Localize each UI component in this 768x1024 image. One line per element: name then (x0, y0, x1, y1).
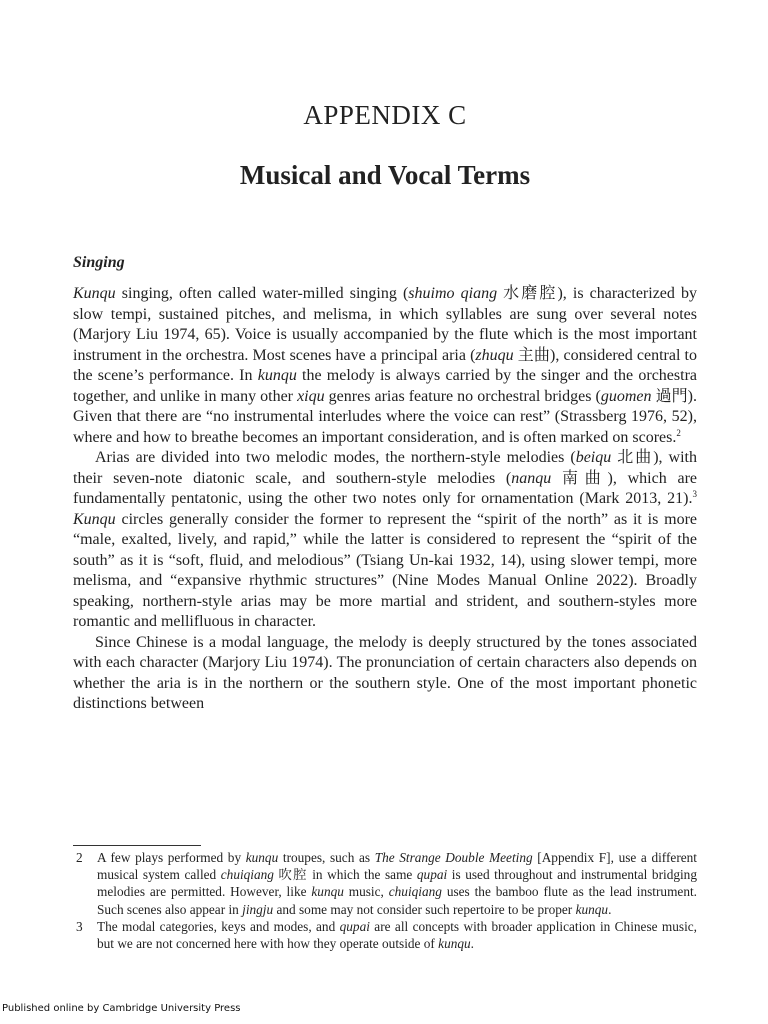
text-run: . (470, 936, 474, 952)
italic-term: xiqu (297, 387, 325, 405)
italic-term: chuiqiang (388, 884, 442, 900)
italic-term: zhuqu (475, 346, 514, 364)
italic-term: jingju (242, 901, 274, 917)
chapter-title: Musical and Vocal Terms (239, 160, 531, 190)
footnote-ref: 3 (692, 489, 697, 499)
paragraph (73, 633, 697, 715)
text-run: 水磨腔), is characterized by slow tempi, sustained pitches, and melisma, in which syllables are sung over several notes (Marjory Liu 1974, 65). Voice is usually accompanied by the flute which is the most important instrument in the orchestra. Most scenes have a principal aria ( (73, 285, 698, 364)
footnote (73, 849, 697, 918)
text-run: music, (343, 884, 389, 900)
text-run: 主曲), considered central to the scene’s performance. In (73, 346, 697, 384)
text-run: 吹腔 in which the same (273, 867, 417, 883)
paragraph (73, 448, 697, 633)
text-run: uses the bamboo flute as the lead instrument. Such scenes also appear in (97, 884, 697, 917)
text-run: A few plays performed by (97, 850, 246, 865)
text-run: [Appendix F], use a different musical system called (97, 850, 697, 883)
italic-term: nanqu (511, 469, 552, 487)
italic-term: kunqu (311, 884, 344, 900)
text-run: and some may not consider such repertoire to be proper (273, 901, 576, 917)
italic-term: shuimo qiang (408, 285, 498, 302)
text-run: circles generally consider the former to represent the “spirit of the north” as it is more “male, exalted, lively, and rapid,” while the latter is considered to represent the “spirit of the south” as it is “soft, fluid, and melodious” (Tsiang Un-kai 1932, 14), using slower tempi, more melisma, and “expansive rhythmic structures” (Nine Modes Manual Online 2022). Broadly speaking, northern-style arias may be more martial and strident, and southern-styles more romantic and mellifluous in character. (73, 510, 697, 630)
text-run: Arias are divided into two melodic modes, the northern-style melodies ( (95, 449, 576, 466)
text-run: 南曲), which are fundamentally pentatonic, using the other two notes only for ornamentation (Mark 2013, 21). (73, 469, 697, 507)
appendix-label: APPENDIX C (303, 100, 467, 130)
italic-term: qupai (339, 918, 370, 934)
footnote-number: 3 (76, 918, 83, 934)
footnote-divider (73, 845, 201, 846)
footnotes (73, 849, 697, 952)
text-run: 過門). Given that there are “no instrumental interludes where the voice can rest” (Strassberg 1976, 52), where and how to breathe becomes an important consideration, and is often marked on scores. (73, 387, 697, 446)
text-run: 北曲), with their seven-note diatonic scale, and southern-style melodies ( (73, 449, 697, 487)
body-text (73, 284, 697, 715)
italic-term: beiqu (575, 449, 612, 466)
text-run: are all concepts with broader application in Chinese music, but we are not concerned here with how they operate outside of (97, 918, 697, 952)
footnote-text (97, 918, 697, 952)
text-run: genres arias feature no orchestral bridges ( (324, 387, 601, 405)
italic-term: kunqu (245, 850, 279, 865)
italic-term: guomen (600, 387, 652, 405)
text-run: Since Chinese is a modal language, the melody is deeply structured by the tones associated with each character (Marjory Liu 1974). The pronunciation of certain characters also depends on whether the aria is in the northern or the southern style. One of the most important phonetic distinctions between (73, 633, 697, 712)
italic-term: qupai (416, 867, 448, 883)
italic-term: The Strange Double Meeting (374, 850, 533, 865)
section-heading: Singing (73, 254, 125, 271)
footnote-text (97, 849, 697, 918)
publisher-credit: Published online by Cambridge University Press (2, 1003, 241, 1014)
paragraph (73, 284, 697, 448)
footnote (73, 918, 697, 952)
footnote-ref: 2 (676, 427, 681, 438)
text-run: troupes, such as (278, 850, 375, 865)
text-run: The modal categories, keys and modes, and (97, 918, 340, 934)
footnote-number: 2 (76, 850, 83, 865)
text-run: is used throughout and instrumental bridging melodies are permitted. However, like (97, 867, 697, 900)
text-run: singing, often called water-milled singing ( (115, 285, 409, 302)
italic-term: kunqu (438, 936, 471, 952)
italic-term: chuiqiang (220, 867, 274, 883)
italic-term: Kunqu (73, 285, 116, 302)
italic-term: kunqu (257, 367, 297, 384)
italic-term: Kunqu (73, 510, 116, 528)
text-run: . (608, 901, 612, 917)
text-run: the melody is always carried by the singer and the orchestra together, and unlike in many other (73, 367, 697, 405)
italic-term: kunqu (575, 901, 609, 917)
